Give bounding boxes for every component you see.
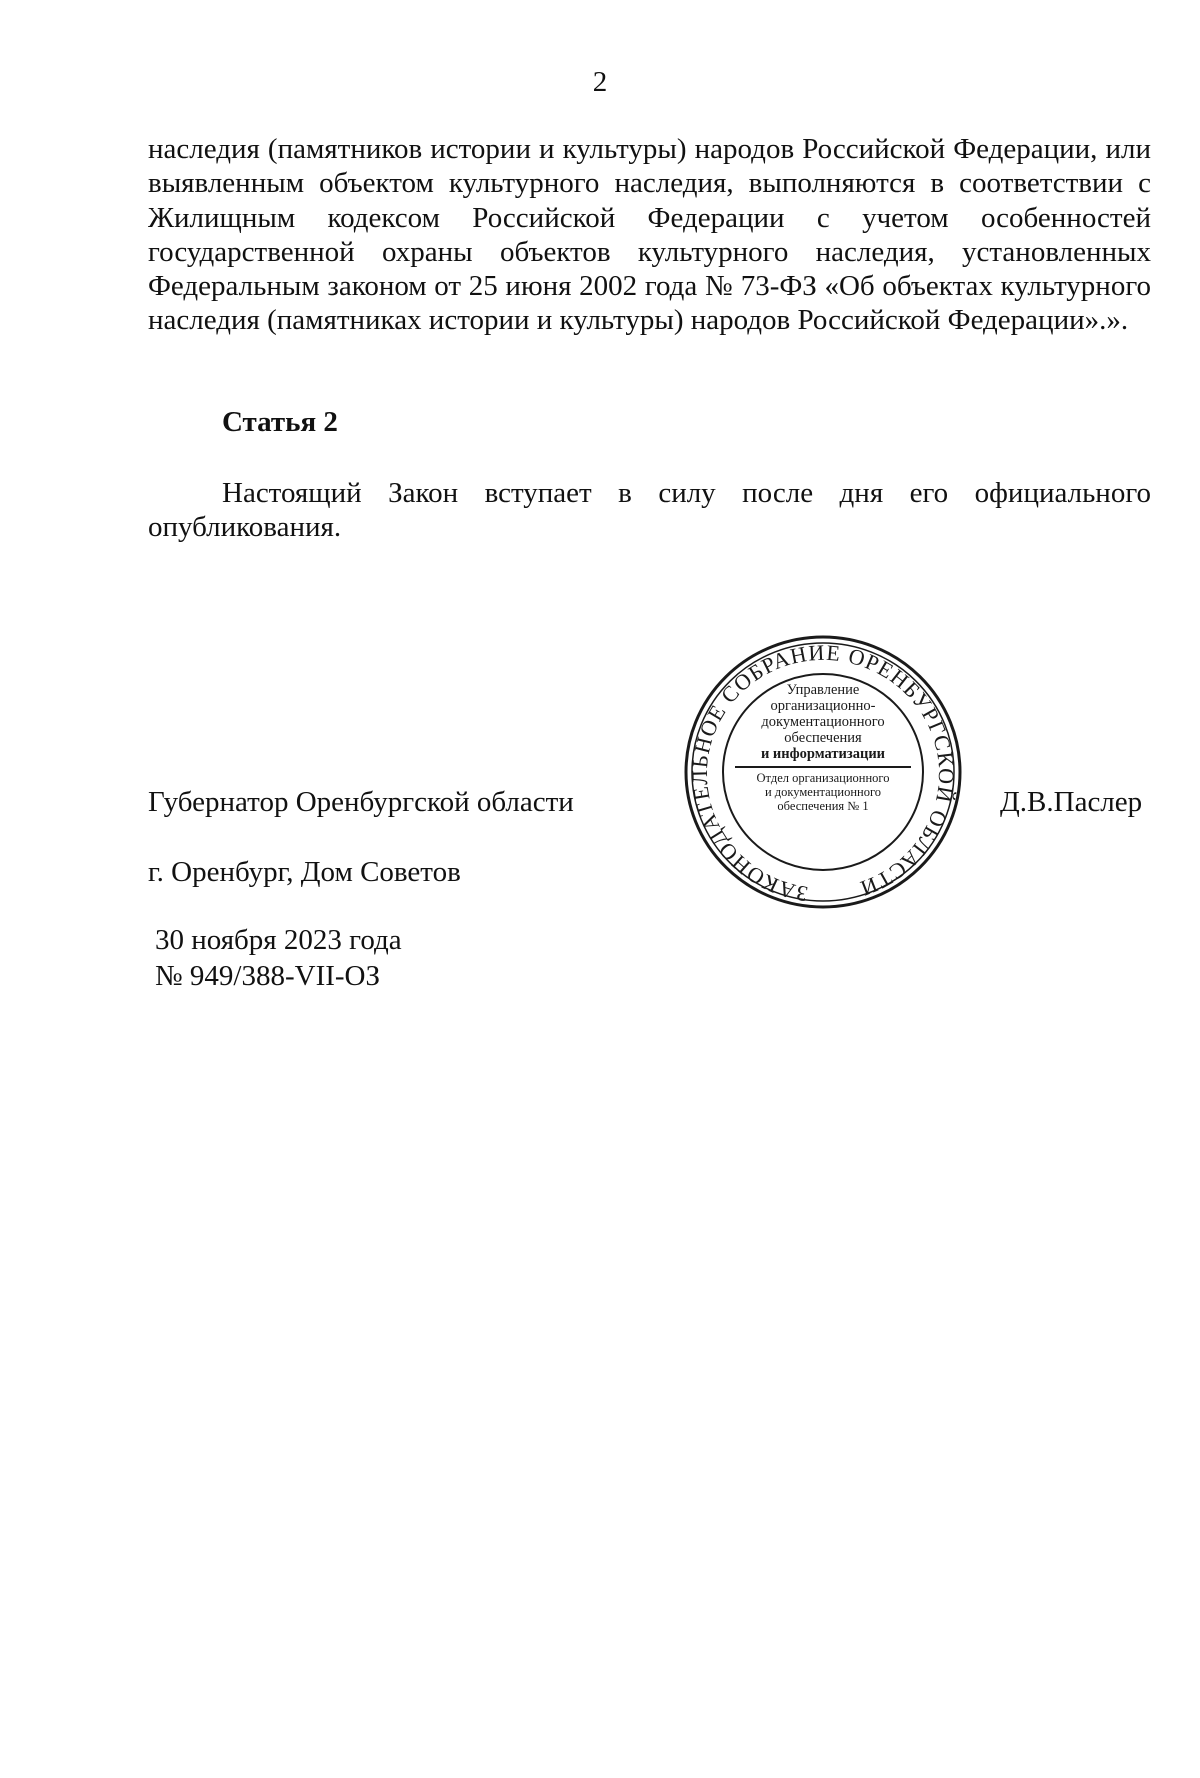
seal-line-2: организационно- xyxy=(770,698,876,714)
seal-divider xyxy=(735,766,911,768)
seal-dept-2: и документационного xyxy=(764,785,882,799)
governor-name: Д.В.Паслер xyxy=(1000,786,1143,818)
body-paragraph: наследия (памятников истории и культуры) народов Российской Федерации, или выявленным объектом культурного наследия, выполняются в соответствии с Жилищным кодексом Российской Федерации с учетом особенностей государственной охраны объектов культурного наследия, установленных Федеральным законом от 25 июня 2002 года № 73-ФЗ «Об объектах культурного наследия (памятниках истории и культуры) народов Российской Федерации».». xyxy=(148,133,1151,337)
seal-line-1: Управление xyxy=(786,682,860,698)
article-text: Настоящий Закон вступает в силу после дня его официального опубликования. xyxy=(148,477,1151,544)
seal-line-3: документационного xyxy=(761,714,885,730)
signing-place: г. Оренбург, Дом Советов xyxy=(148,856,461,888)
page-number: 2 xyxy=(592,66,608,98)
seal-center xyxy=(733,682,913,813)
law-number: № 949/388-VII-ОЗ xyxy=(155,960,381,992)
article-title: Статья 2 xyxy=(222,406,338,438)
signing-date: 30 ноября 2023 года xyxy=(155,924,402,956)
seal-dept-1: Отдел организационного xyxy=(756,771,890,785)
governor-title: Губернатор Оренбургской области xyxy=(148,786,574,818)
seal-ring-text-path: ЗАКОНОДАТЕЛЬНОЕ СОБРАНИЕ ОРЕНБУРГСКОЙ ОБЛАСТИ xyxy=(686,639,960,907)
seal-line-5: и информатизации xyxy=(760,746,886,762)
seal-line-4: обеспечения xyxy=(784,730,862,746)
seal-dept-3: обеспечения № 1 xyxy=(777,799,869,813)
